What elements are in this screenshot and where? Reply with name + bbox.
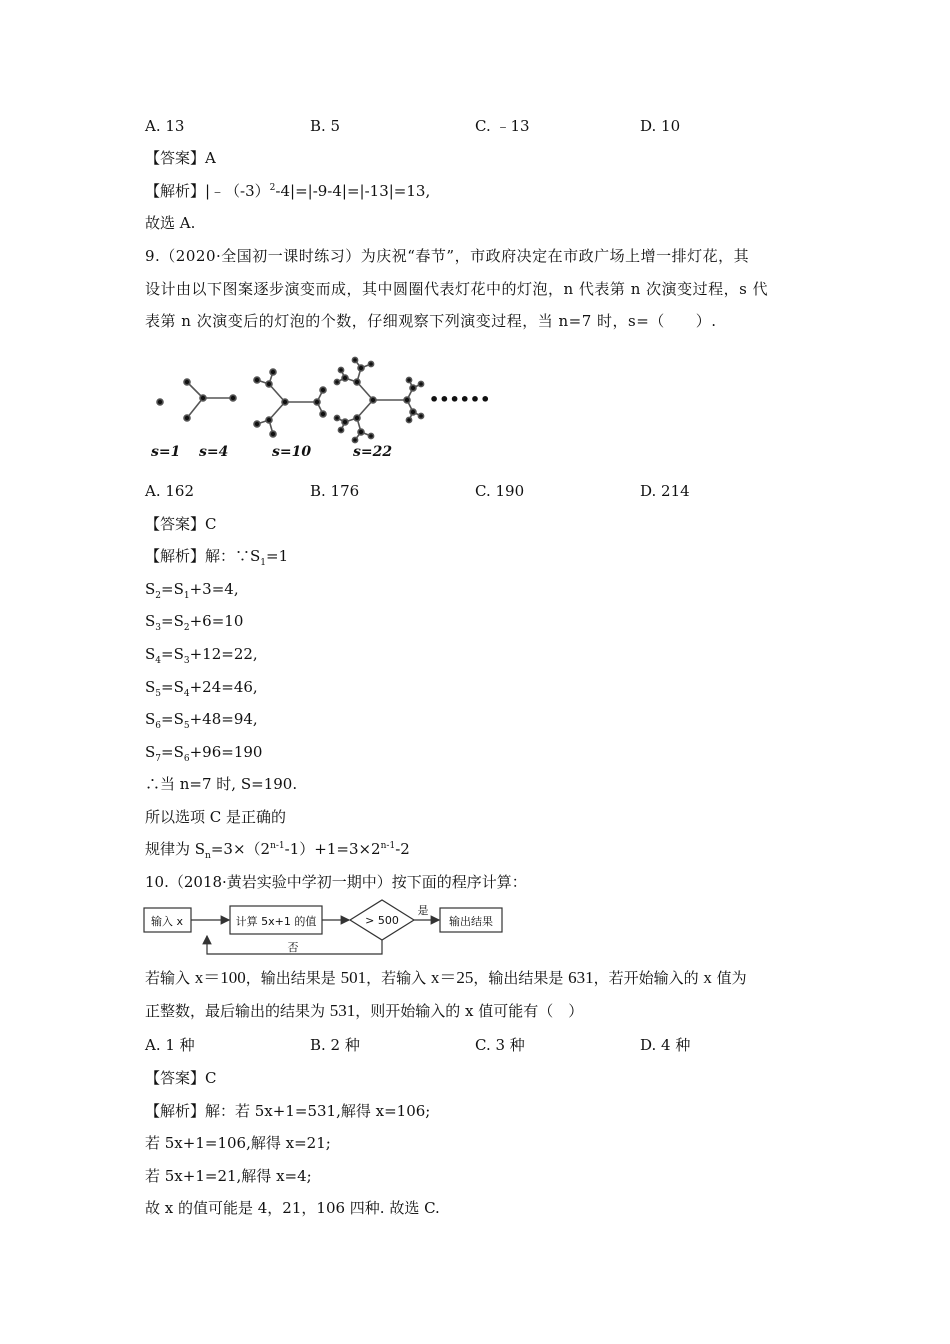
q9-correct: 所以选项 C 是正确的 — [145, 808, 287, 826]
q10-flowchart — [143, 898, 505, 960]
q10-analysis-line: 【解析】解：若 5x+1=531,解得 x=106; — [145, 1102, 431, 1120]
flow-no-label: 否 — [287, 941, 299, 954]
q9-step: $S_7=S_6+96=190$ — [145, 743, 263, 764]
figure-label-s4: s=4 — [199, 444, 229, 460]
q10-analysis-line: 若 5x+1=21,解得 x=4; — [145, 1167, 312, 1185]
q10-stem-line-1: 10.（2018·黄岩实验中学初一期中）按下面的程序计算： — [145, 873, 527, 891]
q9-answer: 【答案】C — [145, 515, 217, 533]
q9-step: $S_5=S_4+24=46$, — [145, 678, 258, 699]
figure-continuation-dots: •••••• — [429, 390, 491, 409]
flow-output-label: 输出结果 — [449, 915, 493, 928]
flow-condition-label: > 500 — [365, 914, 399, 927]
q9-stem-line-2: 设计由以下图案逐步演变而成，其中圆圈代表灯花中的灯泡，n 代表第 n 次演变过程，s 代 — [145, 280, 769, 298]
q8-option-b: B. 5 — [310, 117, 341, 135]
q10-option-c: C. 3 种 — [475, 1036, 525, 1054]
q9-therefore: ∴当 n=7 时, S=190. — [145, 775, 298, 793]
q8-analysis: 【解析】$|﹣(-3)^2-4|=|-9-4|=|-13|=13$, — [145, 182, 431, 200]
q8-conclusion: 故选 A. — [145, 214, 196, 232]
q10-analysis-line: 故 x 的值可能是 4，21，106 四种. 故选 C. — [145, 1199, 440, 1217]
q9-stem-line-3: 表第 n 次演变后的灯泡的个数，仔细观察下列演变过程，当 n=7 时，s=（ ）. — [145, 312, 717, 330]
q9-option-d: D. 214 — [640, 482, 690, 500]
q9-stem-line-1: 9.（2020·全国初一课时练习）为庆祝“春节”，市政府决定在市政广场上增一排灯花，其 — [145, 247, 750, 265]
q8-option-a: A. 13 — [145, 117, 185, 135]
flow-input-label: 输入 x — [150, 915, 184, 928]
flow-compute-label: 计算 5x+1 的值 — [235, 915, 317, 928]
q9-analysis-intro: 【解析】解：$\because S_1=1$ — [145, 547, 289, 568]
q10-stem-line-2: 若输入 x＝100，输出结果是 501，若输入 x＝25，输出结果是 631，若开始输入的 x 值为 — [145, 968, 747, 987]
q9-option-c: C. 190 — [475, 482, 525, 500]
figure-label-s22: s=22 — [353, 444, 393, 460]
q10-answer: 【答案】C — [145, 1069, 217, 1087]
q8-option-d: D. 10 — [640, 117, 681, 135]
q9-step: $S_2=S_1+3=4$, — [145, 580, 239, 601]
flow-yes-label: 是 — [417, 904, 429, 917]
q10-option-d: D. 4 种 — [640, 1036, 691, 1054]
q8-answer: 【答案】A — [145, 149, 216, 167]
q9-lamp-figure — [145, 352, 491, 464]
figure-label-s1: s=1 — [151, 444, 181, 460]
q10-option-b: B. 2 种 — [310, 1036, 360, 1054]
q9-option-a: A. 162 — [145, 482, 194, 500]
figure-label-s10: s=10 — [272, 444, 312, 460]
q10-analysis-line: 若 5x+1=106,解得 x=21; — [145, 1134, 331, 1152]
q10-stem-line-3: 正整数，最后输出的结果为 531，则开始输入的 x 值可能有（ ） — [145, 1001, 584, 1020]
q9-option-b: B. 176 — [310, 482, 360, 500]
q8-option-c: C. ﹣13 — [475, 117, 530, 135]
q10-option-a: A. 1 种 — [145, 1036, 195, 1054]
q9-rule: 规律为 $S_n=3\times(2^{n-1}-1)+1=3\times 2^{n-1}-2$ — [145, 840, 410, 861]
q9-step: $S_3=S_2+6=10$ — [145, 612, 244, 633]
q9-step: $S_4=S_3+12=22$, — [145, 645, 258, 666]
q9-step: $S_6=S_5+48=94$, — [145, 710, 258, 731]
